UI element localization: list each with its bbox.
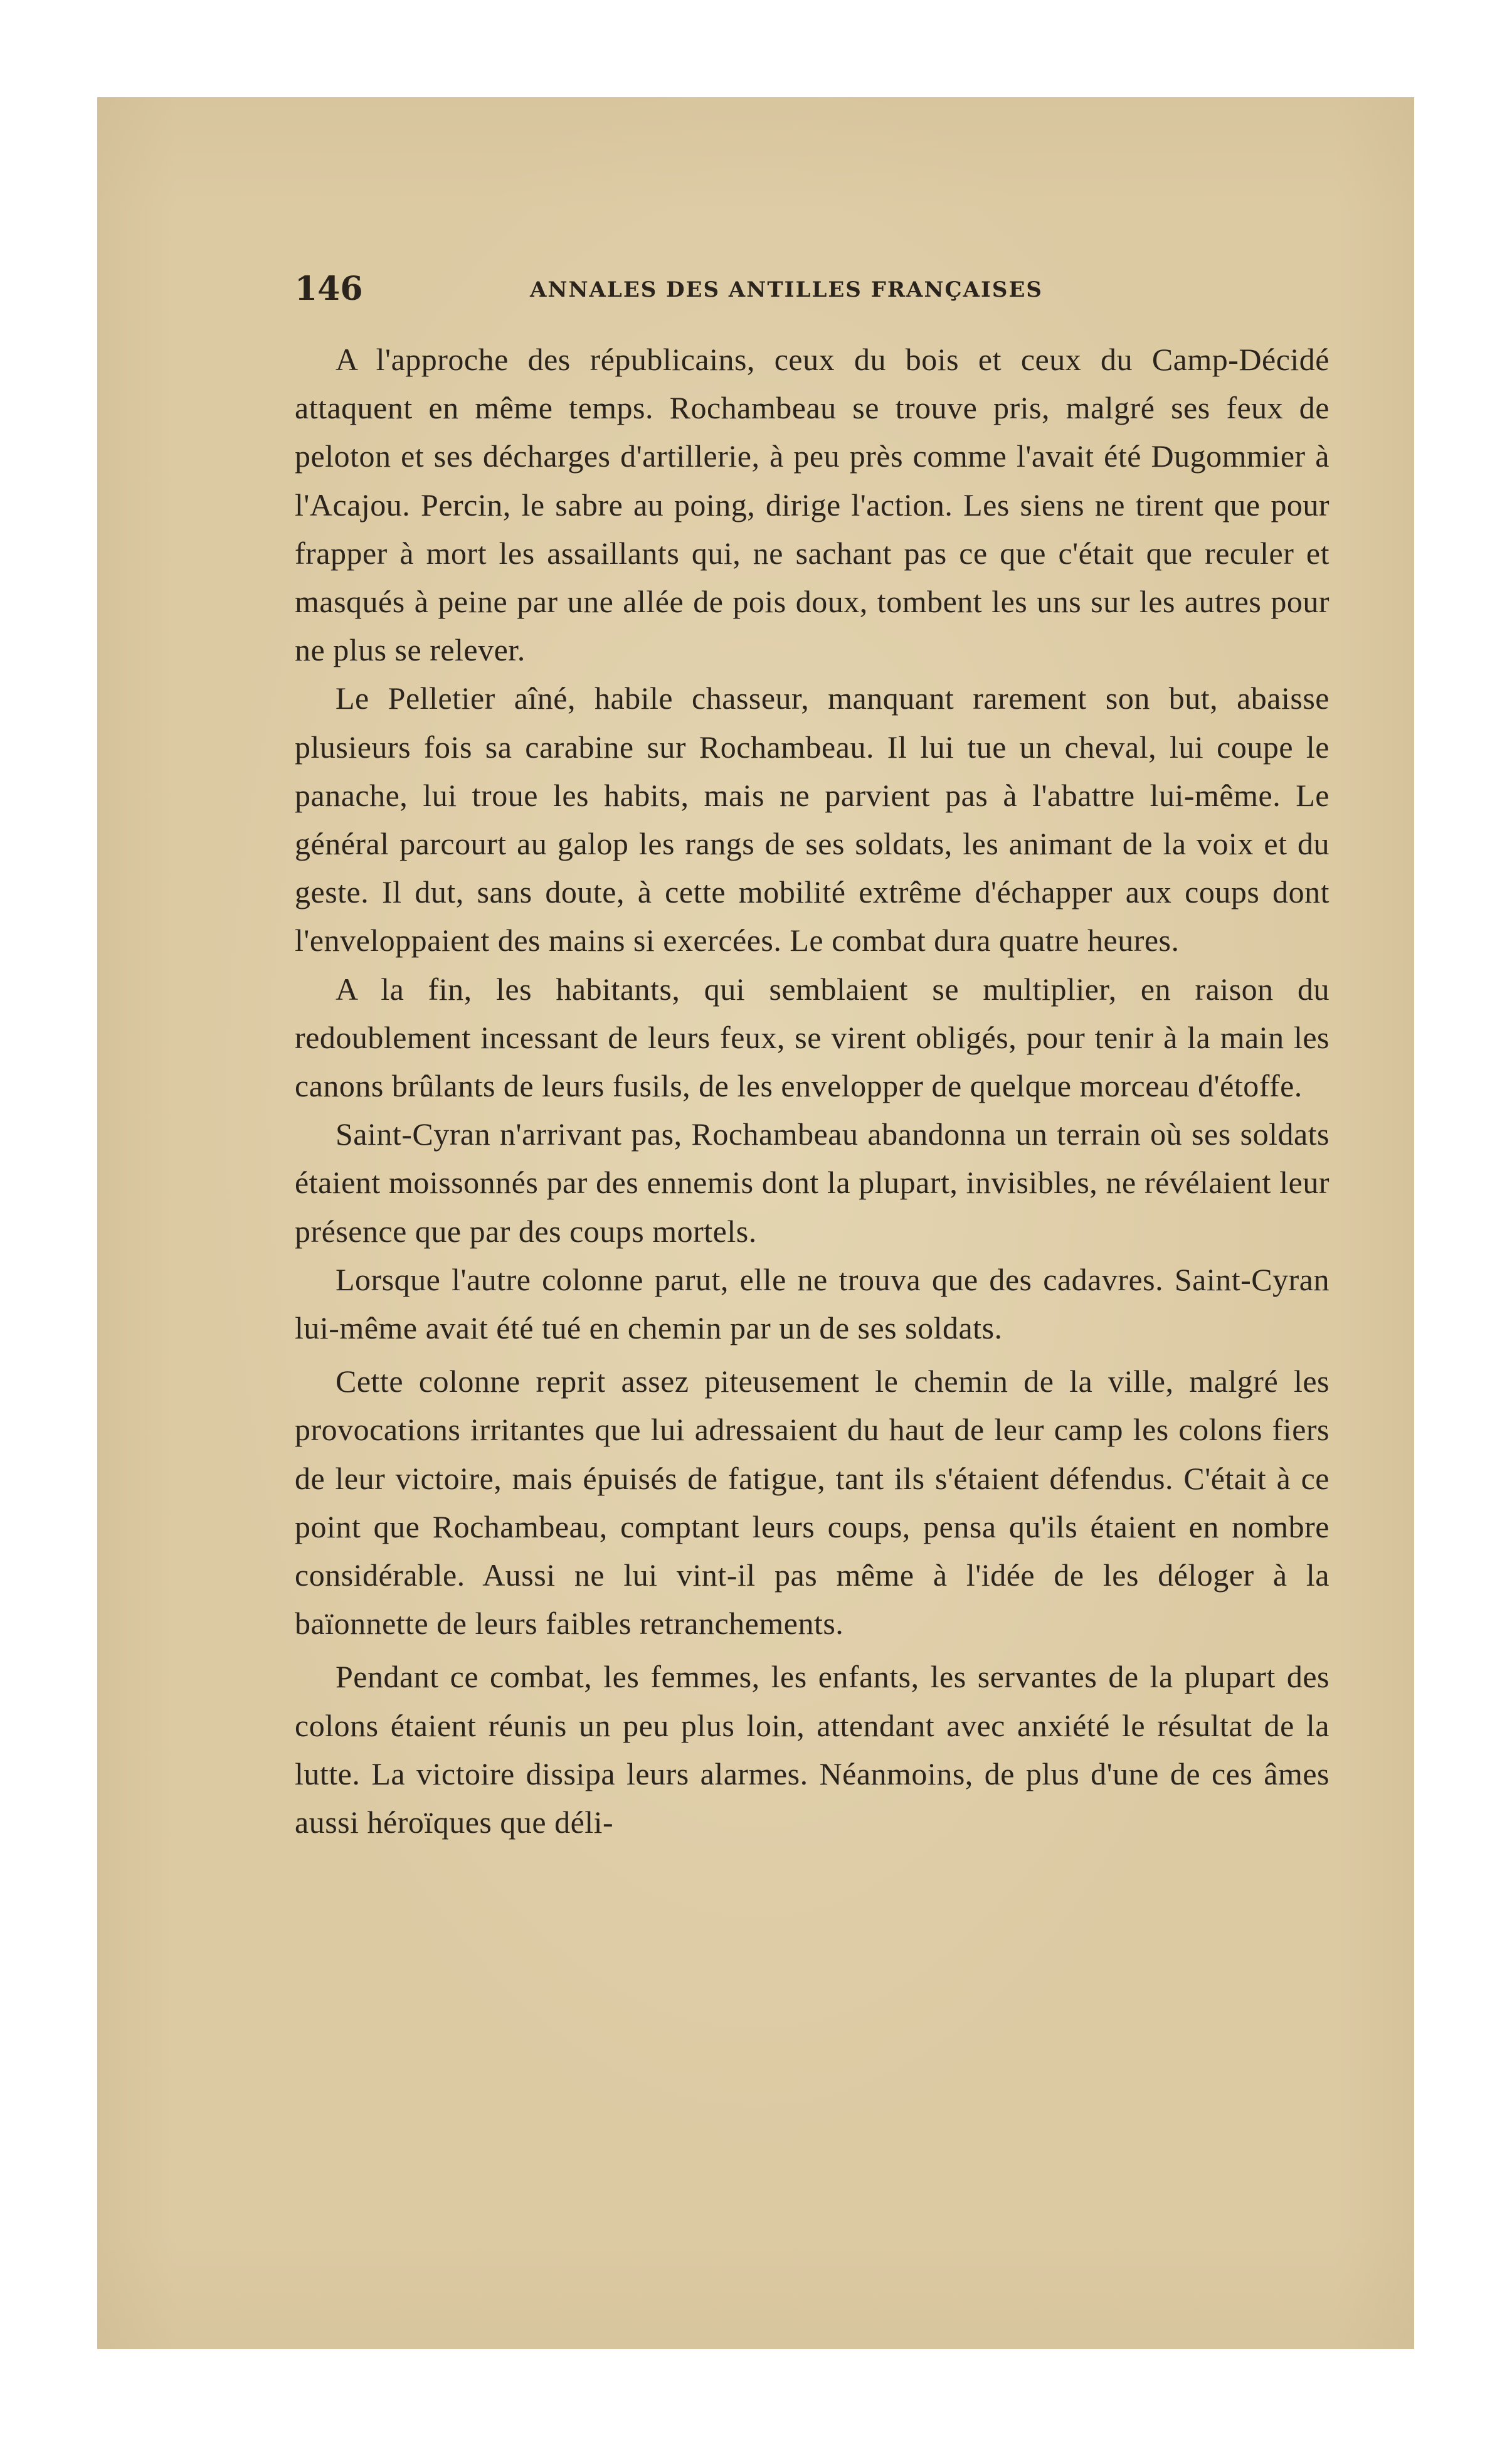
paragraph-4: Saint-Cyran n'arrivant pas, Rochambeau abandonna un terrain où ses soldats étaient moissonnés par des ennemis dont la plupart, invisibles, ne révélaient leur présence que par des coups mortels. [295,1116,1330,1249]
paragraph-1: A l'approche des républicains, ceux du bois et ceux du Camp-Décidé attaquent en même temps. Rochambeau se trouve pris, malgré ses feux de peloton et ses décharges d'artillerie, à peu près comme l'avait été Dugommier à l'Acajou. Percin, le sabre au poing, dirige l'action. Les siens ne tirent que pour frapper à mort les assaillants qui, ne sachant pas ce que c'était que reculer et masqués à peine par une allée de pois doux, tombent les uns sur les autres pour ne plus se relever. [295,342,1330,668]
page-number: 146 [295,270,363,308]
paragraph-6: Cette colonne reprit assez piteusement le chemin de la ville, malgré les provocations irritantes que lui adressaient du haut de leur camp les colons fiers de leur victoire, mais épuisés de fatigue, tant ils s'étaient défendus. C'était à ce point que Rochambeau, comptant leurs coups, pensa qu'ils étaient en nombre considérable. Aussi ne lui vint-il pas même à l'idée de les déloger à la baïonnette de leurs faibles retranchements. [295,1364,1330,1641]
paragraph-7: Pendant ce combat, les femmes, les enfants, les servantes de la plupart des colons étaient réunis un peu plus loin, attendant avec anxiété le résultat de la lutte. La victoire dissipa leurs alarmes. Néanmoins, de plus d'une de ces âmes aussi héroïques que déli- [295,1659,1330,1840]
paragraph-2: Le Pelletier aîné, habile chasseur, manquant rarement son but, abaisse plusieurs fois sa carabine sur Rochambeau. Il lui tue un cheval, lui coupe le panache, lui troue les habits, mais ne parvient pas à l'abattre lui-même. Le général parcourt au galop les rangs de ses soldats, les animant de la voix et du geste. Il dut, sans doute, à cette mobilité extrême d'échapper aux coups dont l'enveloppaient des mains si exercées. Le combat dura quatre heures. [295,681,1330,958]
body-text [295,336,1330,1847]
paragraph-3: A la fin, les habitants, qui semblaient se multiplier, en raison du redoublement incessant de leurs feux, se virent obligés, pour tenir à la main les canons brûlants de leurs fusils, de les envelopper de quelque morceau d'étoffe. [295,971,1330,1104]
page-header [295,270,1110,320]
running-head: ANNALES DES ANTILLES FRANÇAISES [530,277,1043,302]
paragraph-5: Lorsque l'autre colonne parut, elle ne trouva que des cadavres. Saint-Cyran lui-même avait été tué en chemin par un de ses soldats. [295,1261,1330,1346]
